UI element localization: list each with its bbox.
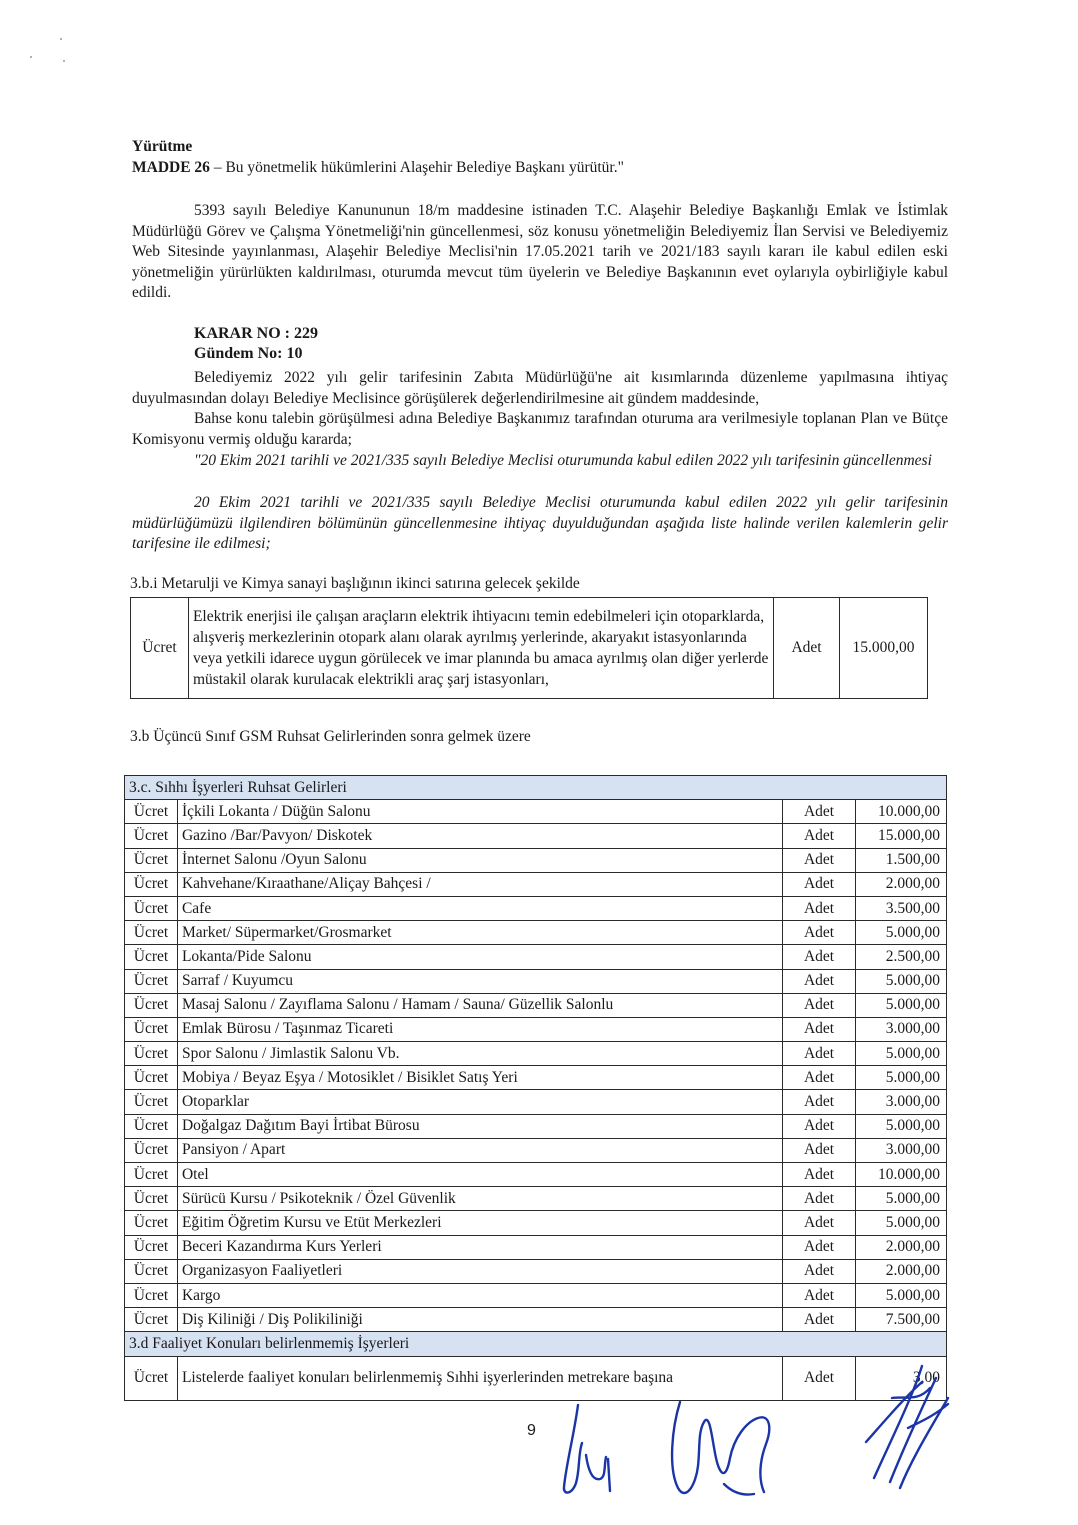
fee-unit-cell: Adet	[783, 1235, 856, 1259]
fee-type-cell: Ücret	[125, 848, 178, 872]
quote-paragraph-2: 20 Ekim 2021 tarihli ve 2021/335 sayılı Belediye Meclisi oturumunda kabul edilen 2022 yılı gelir tarifesinin müdürlüğümüzü ilgilendiren bölümünün güncellenmesine ihtiyaç duyulduğundan aşağıda liste halinde verilen kalemlerin gelir tarifesine ile edilmesi;	[132, 494, 948, 552]
fee-type-cell: Ücret	[125, 969, 178, 993]
fee-amount-cell: 5.000,00	[856, 993, 947, 1017]
table-row	[125, 800, 947, 824]
fee-amount-cell: 5.000,00	[856, 1066, 947, 1090]
fee-description-cell: Diş Kiliniği / Diş Polikiliniği	[177, 1308, 782, 1332]
fee-unit-cell: Adet	[783, 848, 856, 872]
section-3d-header: 3.d Faaliyet Konuları belirlenmemiş İşyerleri	[125, 1332, 947, 1356]
fee-type-cell: Ücret	[125, 800, 178, 824]
fee-amount-cell: 10.000,00	[856, 1163, 947, 1187]
quote-paragraph-1: "20 Ekim 2021 tarihli ve 2021/335 sayılı Belediye Meclisi oturumunda kabul edilen 2022 yılı tarifesinin güncellenmesi	[194, 452, 932, 469]
fee-unit-cell: Adet	[783, 800, 856, 824]
fee-description-cell: Otoparklar	[177, 1090, 782, 1114]
fee-description-cell: Doğalgaz Dağıtım Bayi İrtibat Bürosu	[177, 1114, 782, 1138]
fee-type-cell: Ücret	[125, 1308, 178, 1332]
fee-type-cell: Ücret	[125, 1187, 178, 1211]
fee-amount-cell: 3,00	[856, 1356, 947, 1400]
table-row	[125, 848, 947, 872]
fee-amount-cell: 5.000,00	[856, 1042, 947, 1066]
table-row	[125, 1163, 947, 1187]
fee-unit-cell: Adet	[783, 945, 856, 969]
fee-amount-cell: 2.000,00	[856, 1259, 947, 1283]
table-row	[125, 824, 947, 848]
fee-description-cell: Sarraf / Kuyumcu	[177, 969, 782, 993]
fee-unit-cell: Adet	[783, 1090, 856, 1114]
fee-unit-cell: Adet	[783, 872, 856, 896]
signature-3	[852, 1358, 962, 1498]
fee-amount-cell: 3.000,00	[856, 1090, 947, 1114]
sihhi-isyerleri-fee-table	[124, 775, 947, 1401]
fee-description-cell: Kargo	[177, 1283, 782, 1307]
fee-type-cell: Ücret	[125, 872, 178, 896]
section-3b-caption: 3.b Üçüncü Sınıf GSM Ruhsat Gelirlerinden sonra gelmek üzere	[130, 728, 531, 745]
table-row	[125, 1114, 947, 1138]
fee-description-cell: İçkili Lokanta / Düğün Salonu	[177, 800, 782, 824]
fee-type-cell: Ücret	[125, 1211, 178, 1235]
article-text: – Bu yönetmelik hükümlerini Alaşehir Belediye Başkanı yürütür."	[209, 159, 624, 176]
scan-speck	[30, 56, 32, 58]
table-row	[125, 1211, 947, 1235]
fee-description-cell: Otel	[177, 1163, 782, 1187]
table-row	[125, 1042, 947, 1066]
fee-type-cell: Ücret	[125, 1066, 178, 1090]
fee-table-body	[125, 776, 947, 1401]
commission-paragraph: Bahse konu talebin görüşülmesi adına Belediye Başkanımız tarafından oturuma ara verilmesiyle toplanan Plan ve Bütçe Komisyonu vermiş olduğu kararda;	[132, 410, 948, 448]
fee-type-cell: Ücret	[125, 1283, 178, 1307]
fee-description-cell: Mobiya / Beyaz Eşya / Motosiklet / Bisiklet Satış Yeri	[177, 1066, 782, 1090]
table-row	[125, 896, 947, 920]
fee-unit-cell: Adet	[783, 1042, 856, 1066]
fee-unit-cell: Adet	[783, 1283, 856, 1307]
fee-amount-cell: 15.000,00	[856, 824, 947, 848]
fee-description-cell: Kahvehane/Kıraathane/Aliçay Bahçesi /	[177, 872, 782, 896]
karar-no: KARAR NO : 229	[194, 325, 318, 342]
table-row	[125, 1187, 947, 1211]
fee-unit-cell: Adet	[783, 1308, 856, 1332]
fee-description-cell: Emlak Bürosu / Taşınmaz Ticareti	[177, 1017, 782, 1041]
decision-paragraph: 5393 sayılı Belediye Kanununun 18/m maddesine istinaden T.C. Alaşehir Belediye Başkanlığı Emlak ve İstimlak Müdürlüğü Görev ve Çalışma Yönetmeliği'nin güncellenmesi, söz konusu yönetmeliğin Belediyemiz İlan Servisi ve Belediyemiz Web Sitesinde yayınlanması, Alaşehir Belediye Meclisi'nin 17.05.2021 tarih ve 2021/183 sayılı kararı ile kabul edilen eski yönetmeliğin yürürlükten kaldırılması, oturumda mevcut tüm üyelerin ve Belediye Başkanının evet oylarıyla oybirliğiyle kabul edildi.	[132, 202, 948, 301]
signature-1	[548, 1395, 638, 1505]
fee-type-cell: Ücret	[131, 598, 189, 699]
fee-type-cell: Ücret	[125, 1017, 178, 1041]
fee-unit-cell: Adet	[783, 969, 856, 993]
fee-description-cell: Masaj Salonu / Zayıflama Salonu / Hamam / Sauna/ Güzellik Salonlu	[177, 993, 782, 1017]
fee-description-cell: İnternet Salonu /Oyun Salonu	[177, 848, 782, 872]
fee-amount-cell: 3.000,00	[856, 1138, 947, 1162]
fee-unit-cell: Adet	[783, 1017, 856, 1041]
fee-unit-cell: Adet	[783, 1066, 856, 1090]
table-row	[125, 1090, 947, 1114]
fee-type-cell: Ücret	[125, 993, 178, 1017]
fee-unit-cell: Adet	[783, 1114, 856, 1138]
fee-amount-cell: 10.000,00	[856, 800, 947, 824]
fee-amount-cell: 3.500,00	[856, 896, 947, 920]
fee-amount-cell: 3.000,00	[856, 1017, 947, 1041]
fee-unit-cell: Adet	[774, 598, 840, 699]
fee-type-cell: Ücret	[125, 824, 178, 848]
fee-amount-cell: 2.500,00	[856, 945, 947, 969]
section-3c-header-row	[125, 776, 947, 800]
signature-2	[650, 1388, 800, 1508]
table-row	[125, 872, 947, 896]
fee-description-cell: Pansiyon / Apart	[177, 1138, 782, 1162]
fee-description-cell: Spor Salonu / Jimlastik Salonu Vb.	[177, 1042, 782, 1066]
table-row	[125, 1138, 947, 1162]
fee-description-cell: Market/ Süpermarket/Grosmarket	[177, 921, 782, 945]
fee-type-cell: Ücret	[125, 921, 178, 945]
fee-unit-cell: Adet	[783, 1211, 856, 1235]
fee-description-cell: Eğitim Öğretim Kursu ve Etüt Merkezleri	[177, 1211, 782, 1235]
section-3bi-caption: 3.b.i Metarulji ve Kimya sanayi başlığının ikinci satırına gelecek şekilde	[130, 575, 580, 592]
table-row	[125, 945, 947, 969]
article-label: MADDE 26	[132, 159, 210, 176]
table-row	[125, 921, 947, 945]
scan-speck	[63, 60, 65, 62]
table-row	[125, 993, 947, 1017]
fee-type-cell: Ücret	[125, 1042, 178, 1066]
fee-type-cell: Ücret	[125, 896, 178, 920]
fee-type-cell: Ücret	[125, 1259, 178, 1283]
fee-unit-cell: Adet	[783, 1163, 856, 1187]
table-row	[125, 1283, 947, 1307]
fee-amount-cell: 5.000,00	[856, 1283, 947, 1307]
fee-type-cell: Ücret	[125, 1114, 178, 1138]
fee-amount-cell: 5.000,00	[856, 969, 947, 993]
fee-unit-cell: Adet	[783, 993, 856, 1017]
agenda-paragraph: Belediyemiz 2022 yılı gelir tarifesinin Zabıta Müdürlüğü'ne ait kısımlarında düzenleme yapılmasına ihtiyaç duyulmasından dolayı Belediye Meclisince görüşülerek değerlendirilmesine ait gündem maddesinde,	[132, 369, 948, 407]
fee-type-cell: Ücret	[125, 1356, 178, 1400]
fee-amount-cell: 5.000,00	[856, 1211, 947, 1235]
section-3c-header: 3.c. Sıhhı İşyerleri Ruhsat Gelirleri	[125, 776, 947, 800]
fee-amount-cell: 1.500,00	[856, 848, 947, 872]
fee-description-cell: Listelerde faaliyet konuları belirlenmemiş Sıhhi işyerlerinden metrekare başına	[177, 1356, 782, 1400]
fee-amount-cell: 5.000,00	[856, 921, 947, 945]
fee-description-cell: Beceri Kazandırma Kurs Yerleri	[177, 1235, 782, 1259]
article-line	[132, 158, 624, 178]
fee-unit-cell: Adet	[783, 1259, 856, 1283]
fee-description-cell: Organizasyon Faaliyetleri	[177, 1259, 782, 1283]
fee-unit-cell: Adet	[783, 1138, 856, 1162]
table-row	[125, 1308, 947, 1332]
fee-unit-cell: Adet	[783, 1187, 856, 1211]
fee-type-cell: Ücret	[125, 1138, 178, 1162]
table-row	[125, 1017, 947, 1041]
fee-description-cell: Cafe	[177, 896, 782, 920]
table-row	[125, 1356, 947, 1400]
scan-speck	[60, 38, 62, 40]
table-row	[125, 1235, 947, 1259]
fee-amount-cell: 2.000,00	[856, 872, 947, 896]
table-row	[125, 1259, 947, 1283]
section-heading: Yürütme	[132, 138, 193, 155]
fee-amount-cell: 15.000,00	[840, 598, 928, 699]
table-row	[125, 1066, 947, 1090]
fee-amount-cell: 5.000,00	[856, 1114, 947, 1138]
table-row	[125, 969, 947, 993]
page-number: 9	[527, 1422, 536, 1439]
table-row	[131, 598, 928, 699]
fee-unit-cell: Adet	[783, 921, 856, 945]
fee-amount-cell: 5.000,00	[856, 1187, 947, 1211]
fee-amount-cell: 2.000,00	[856, 1235, 947, 1259]
fee-description-cell: Lokanta/Pide Salonu	[177, 945, 782, 969]
fee-amount-cell: 7.500,00	[856, 1308, 947, 1332]
fee-description-cell: Sürücü Kursu / Psikoteknik / Özel Güvenlik	[177, 1187, 782, 1211]
fee-type-cell: Ücret	[125, 1163, 178, 1187]
fee-unit-cell: Adet	[783, 1356, 856, 1400]
ev-charging-table	[130, 597, 928, 699]
fee-unit-cell: Adet	[783, 824, 856, 848]
fee-unit-cell: Adet	[783, 896, 856, 920]
gundem-no: Gündem No: 10	[194, 345, 303, 362]
fee-description-cell: Elektrik enerjisi ile çalışan araçların elektrik ihtiyacını temin edebilmeleri için otoparklarda, alışveriş merkezlerinin otopark alanı olarak ayrılmış yerlerinde, akaryakıt istasyonlarında veya yetkili idarece uygun görülecek ve imar planında bu amaca ayrılmış olan diğer yerlerde müstakil olarak kurulacak elektrikli araç şarj istasyonları,	[188, 598, 773, 699]
fee-type-cell: Ücret	[125, 1235, 178, 1259]
fee-type-cell: Ücret	[125, 945, 178, 969]
section-3d-header-row	[125, 1332, 947, 1356]
fee-description-cell: Gazino /Bar/Pavyon/ Diskotek	[177, 824, 782, 848]
fee-type-cell: Ücret	[125, 1090, 178, 1114]
